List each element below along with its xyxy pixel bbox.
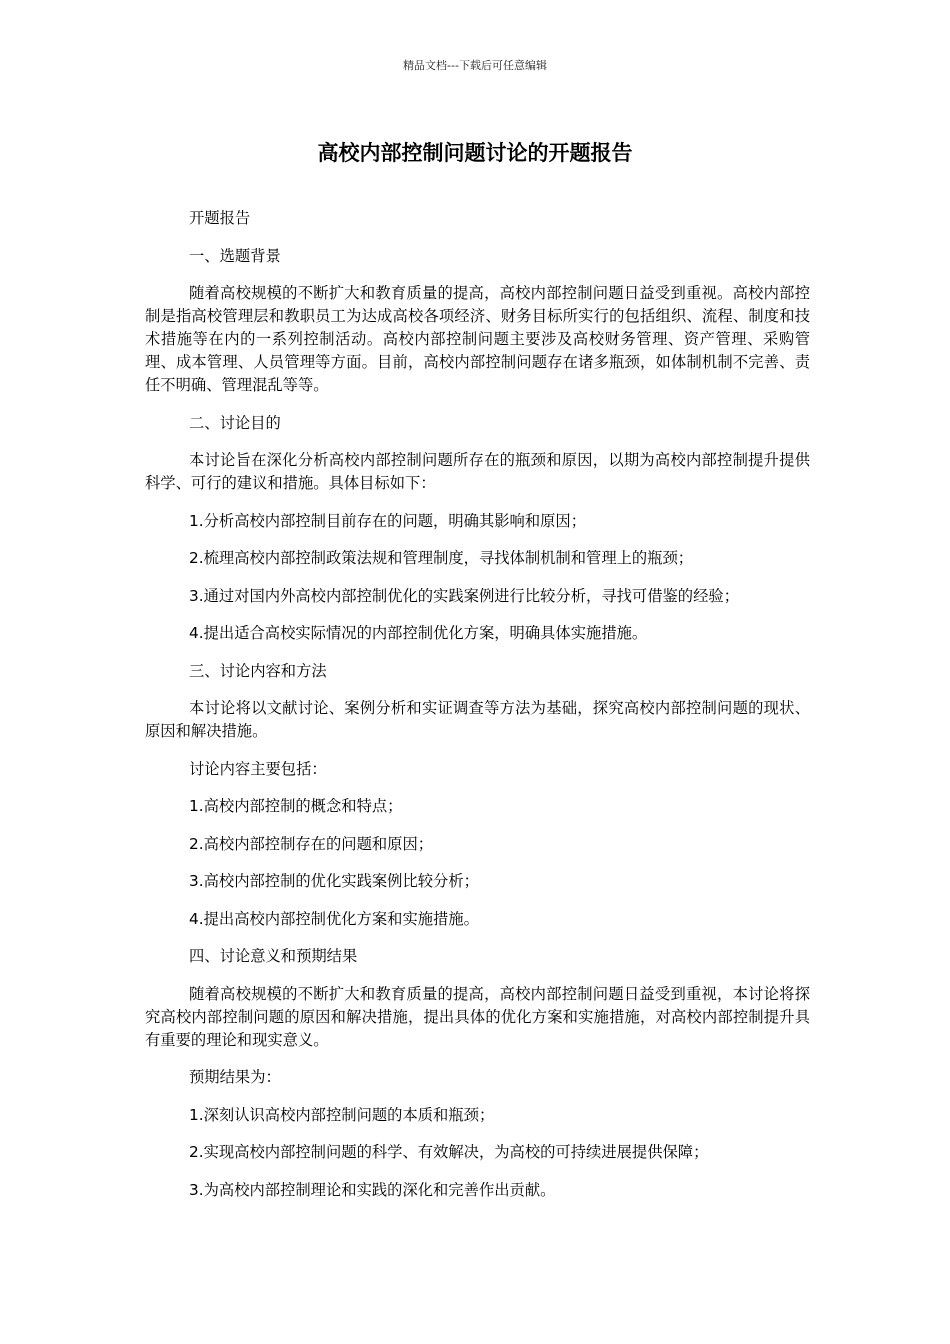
section4-heading: 四、讨论意义和预期结果	[189, 947, 358, 965]
section4-paragraph: 随着高校规模的不断扩大和教育质量的提高，高校内部控制问题日益受到重视，本讨论将探究高校内部控制问题的原因和解决措施，提出具体的优化方案和实施措施，对高校内部控制提升具有重要的理论和现实意义。	[145, 984, 810, 1049]
list-item: 4.提出适合高校实际情况的内部控制优化方案，明确具体实施措施。	[189, 624, 648, 642]
list-item: 3.通过对国内外高校内部控制优化的实践案例进行比较分析，寻找可借鉴的经验；	[189, 586, 739, 605]
list-item: 1.深刻认识高校内部控制问题的本质和瓶颈；	[189, 1105, 495, 1124]
list-item: 1.分析高校内部控制目前存在的问题，明确其影响和原因；	[189, 511, 587, 530]
section3-intro: 讨论内容主要包括：	[189, 759, 327, 778]
section4-result-list	[145, 1104, 810, 1202]
list-item: 3.为高校内部控制理论和实践的深化和完善作出贡献。	[189, 1180, 556, 1199]
list-item: 2.高校内部控制存在的问题和原因；	[189, 834, 434, 853]
section1-paragraph: 随着高校规模的不断扩大和教育质量的提高，高校内部控制问题日益受到重视。高校内部控制是指高校管理层和教职员工为达成高校各项经济、财务目标所实行的包括组织、流程、制度和技术措施等在内的一系列控制活动。高校内部控制问题主要涉及高校财务管理、资产管理、采购管理、成本管理、人员管理等方面。目前，高校内部控制问题存在诸多瓶颈，如体制机制不完善、责任不明确、管理混乱等等。	[145, 284, 810, 394]
section3-paragraph: 本讨论将以文献讨论、案例分析和实证调查等方法为基础，探究高校内部控制问题的现状、原因和解决措施。	[145, 699, 810, 740]
document-title: 高校内部控制问题讨论的开题报告	[317, 141, 633, 165]
list-item: 3.高校内部控制的优化实践案例比较分析；	[189, 872, 479, 890]
header-note: 精品文档---下载后可任意编辑	[403, 59, 547, 72]
section2-goal-list	[145, 510, 810, 646]
section3-content-list	[145, 795, 810, 931]
list-item: 2.梳理高校内部控制政策法规和管理制度，寻找体制机制和管理上的瓶颈；	[189, 549, 694, 567]
section3-heading: 三、讨论内容和方法	[189, 661, 327, 680]
section4-intro: 预期结果为：	[189, 1068, 281, 1086]
list-item: 1.高校内部控制的概念和特点；	[189, 797, 403, 815]
section2-paragraph: 本讨论旨在深化分析高校内部控制问题所存在的瓶颈和原因，以期为高校内部控制提升提供科学、可行的建议和措施。具体目标如下：	[145, 451, 810, 492]
list-item: 4.提出高校内部控制优化方案和实施措施。	[189, 909, 479, 928]
document-body	[145, 207, 810, 1216]
section1-heading: 一、选题背景	[189, 246, 281, 265]
report-label: 开题报告	[189, 209, 251, 227]
list-item: 2.实现高校内部控制问题的科学、有效解决，为高校的可持续进展提供保障；	[189, 1143, 709, 1161]
section2-heading: 二、讨论目的	[189, 413, 281, 432]
